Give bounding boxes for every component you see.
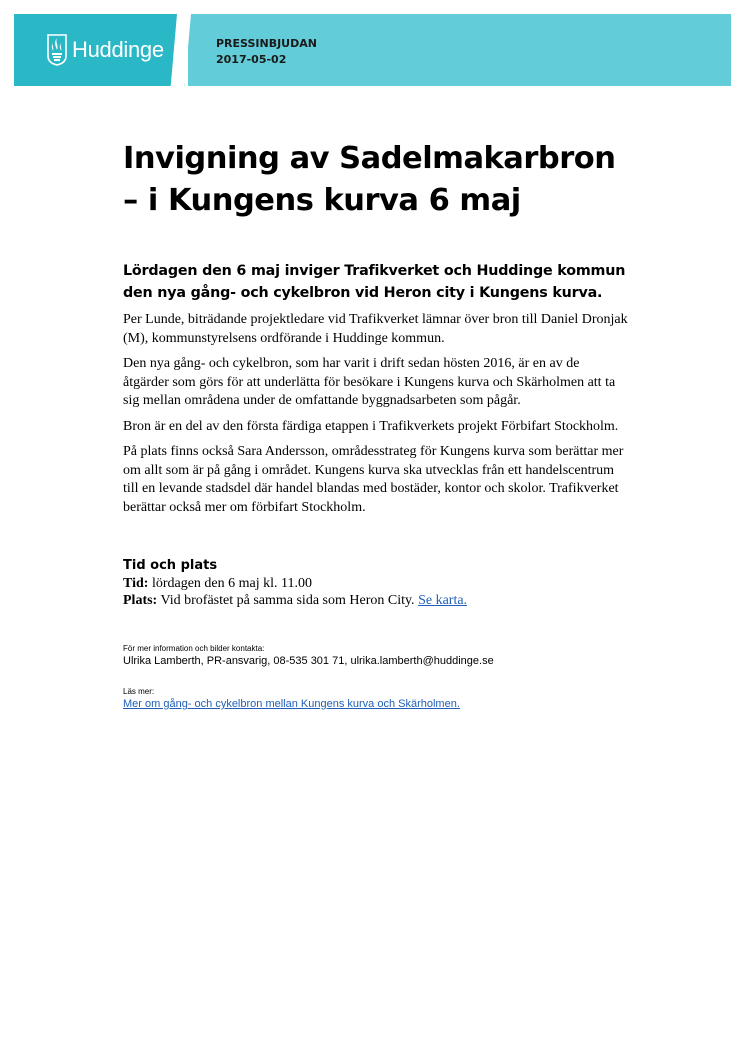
contact-label: För mer information och bilder kontakta:: [123, 644, 265, 653]
press-release-body: [123, 138, 628, 711]
read-more-label: Läs mer:: [123, 687, 155, 696]
body-paragraph: Bron är en del av den första färdiga etappen i Trafikverkets projekt Förbifart Stockholm.: [123, 418, 619, 434]
event-place-label: Plats:: [123, 593, 158, 608]
event-heading: Tid och plats: [123, 558, 218, 573]
title-line-1: Invigning av Sadelmakarbron: [123, 141, 616, 176]
huddinge-crest-icon: [46, 34, 68, 66]
event-place: [123, 592, 628, 609]
lead-paragraph: Lördagen den 6 maj inviger Trafikverket och Huddinge kommun den nya gång- och cykelbron vid Heron city i Kungens kurva.: [123, 263, 626, 301]
logo-wordmark: Huddinge: [72, 37, 164, 62]
document-date: 2017-05-02: [216, 53, 287, 66]
page-title: [123, 138, 628, 222]
event-place-value: Vid brofästet på samma sida som Heron City.: [160, 593, 415, 608]
huddinge-logo: [46, 34, 164, 66]
body-paragraph: Per Lunde, biträdande projektledare vid Trafikverket lämnar över bron till Daniel Dronjak (M), kommunstyrelsens ordförande i Huddinge kommun.: [123, 312, 628, 346]
header-band: [14, 14, 731, 86]
document-type: PRESSINBJUDAN: [216, 37, 317, 50]
event-time-value: lördagen den 6 maj kl. 11.00: [151, 576, 312, 591]
map-link[interactable]: Se karta.: [418, 593, 468, 608]
contact-details: Ulrika Lamberth, PR-ansvarig, 08-535 301 71, ulrika.lamberth@huddinge.se: [123, 655, 494, 667]
event-time: [123, 575, 628, 592]
body-paragraph: Den nya gång- och cykelbron, som har varit i drift sedan hösten 2016, är en av de åtgärder som görs för att underlätta för besökare i Kungens kurva och Skärholmen att ta sig mellan områdena under de omfattande byggnadsarbeten som pågår.: [123, 356, 616, 408]
document-meta: [216, 36, 317, 68]
event-time-label: Tid:: [123, 576, 149, 591]
body-paragraph: På plats finns också Sara Andersson, områdesstrateg för Kungens kurva som berättar mer om allt som är på gång i området. Kungens kurva ska utvecklas från ett handelscentrum till en levande stadsdel där handel blandas med bostäder, kontor och skolor. Trafikverket berättar också mer om förbifart Stockholm.: [123, 444, 624, 515]
read-more-link[interactable]: Mer om gång- och cykelbron mellan Kungens kurva och Skärholmen.: [123, 698, 460, 710]
title-line-2: – i Kungens kurva 6 maj: [123, 183, 521, 218]
